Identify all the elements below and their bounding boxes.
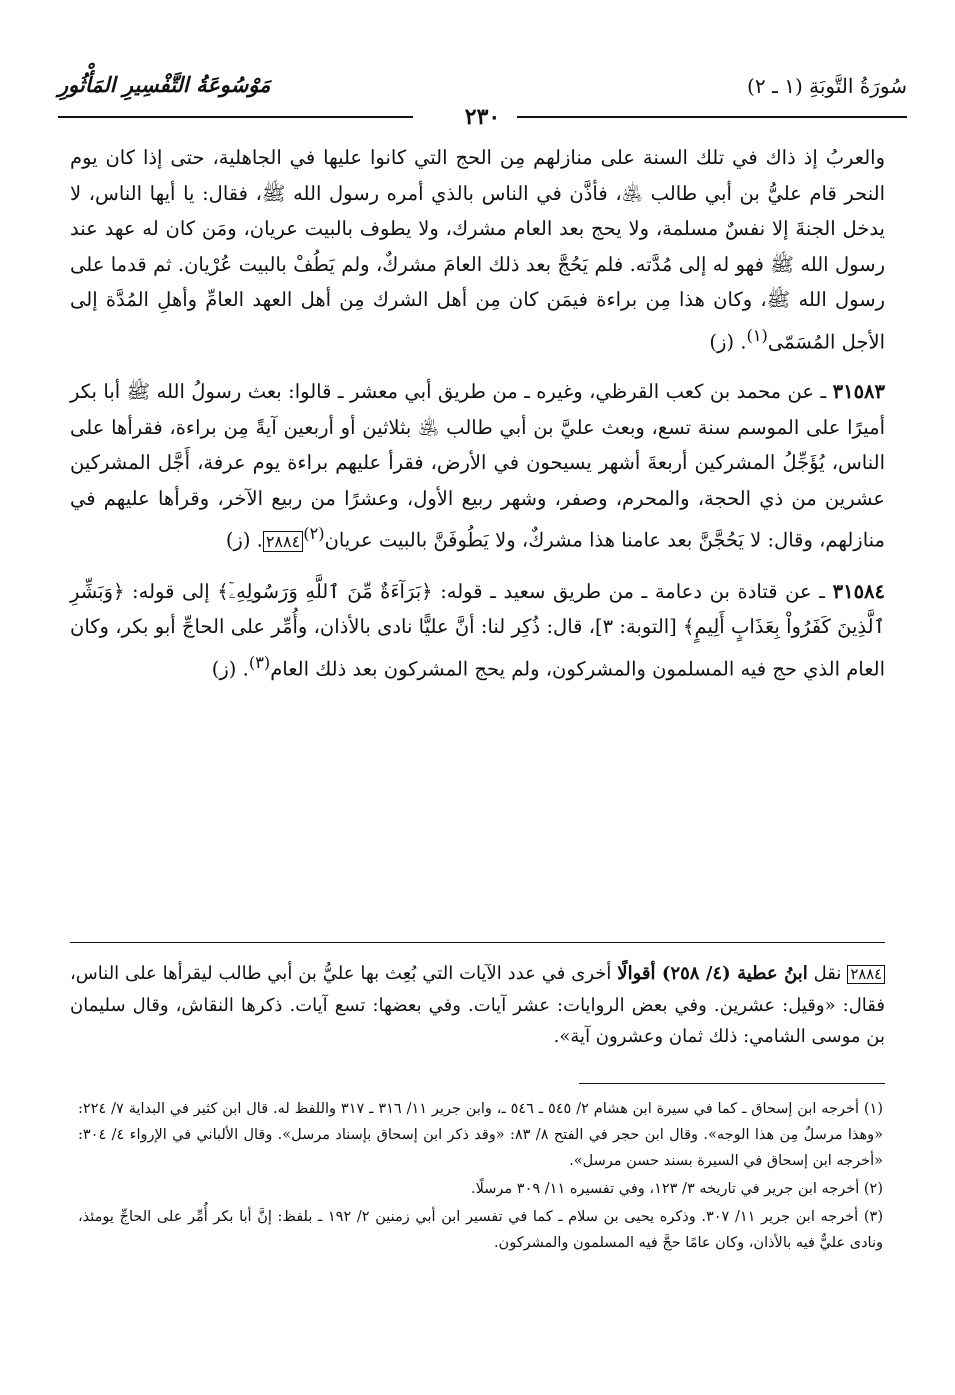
footnote-divider xyxy=(579,1083,885,1084)
footnotes xyxy=(78,1096,883,1258)
narration-number: ٣١٥٨٤ xyxy=(832,579,885,603)
paragraph-1: والعربُ إذ ذاك في تلك السنة على منازلهم مِن الحج التي كانوا عليها في الجاهلية، حتى إذا كان يوم النحر قام عليُّ بن أبي طالب ﵁، فأذَّن في الناس بالذي أمره رسول الله ﷺ، فقال: يا أيها الناس، لا يدخل الجنةَ إلا نفسٌ مسلمة، ولا يحج بعد العام مشرك، ولا يطوف بالبيت عريان، ومَن كان له عهد عند رسول الله ﷺ فهو له إلى مُدَّته. فلم يَحُجَّ بعد ذلك العامَ مشركٌ، ولم يَطُفْ بالبيت عُرْيان. ثم قدما على رسول الله ﷺ، وكان هذا مِن براءة فيمَن كان مِن أهل الشرك مِن أهل العهد العامِّ وأهلِ المُدَّة إلى الأجل المُسَمّى$^{(١)}$. (ز) xyxy=(70,146,885,354)
book-title: مَوْسُوعَةُ التَّفْسِيرِ المَأْثُورِ xyxy=(58,72,271,97)
page-number: ٢٣٠ xyxy=(464,104,501,130)
comment-author: ابنُ عطية (٤/ ٢٥٨) xyxy=(661,963,808,984)
section-divider xyxy=(70,942,885,943)
paragraph-31583: ٣١٥٨٣ ـ عن محمد بن كعب القرظي، وغيره ـ من طريق أبي معشر ـ قالوا: بعث رسولُ الله ﷺ أبا بكر أميرًا على الموسم سنة تسع، وبعث عليَّ بن أبي طالب ﵁ بثلاثين أو أربعين آيةً مِن براءة، فقرأها على الناس، يُؤَجِّلُ المشركين أربعةَ أشهر يسيحون في الأرض، فقرأ عليهم براءة يوم عرفة، أَجَّل المشركين عشرين من ذي الحجة، والمحرم، وصفر، وشهر ربيع الأول، وعشرًا من ربيع الآخر، وقرأها عليهم في منازلهم، وقال: لا يَحُجَّنَّ بعد عامنا هذا مشركٌ، ولا يَطُوفَنَّ بالبيت عريان$^{(٢)}$٢٨٨٤. (ز) xyxy=(70,380,885,552)
footnote-2: (٢) أخرجه ابن جرير في تاريخه ٣/ ١٢٣، وفي تفسيره ١١/ ٣٠٩ مرسلًا. xyxy=(471,1181,883,1197)
footnote-ref-2[interactable]: (٢) xyxy=(303,524,325,544)
comment-number-box: ٢٨٨٤ xyxy=(847,965,885,984)
footnote-1: (١) أخرجه ابن إسحاق ـ كما في سيرة ابن هشام ٢/ ٥٤٥ ـ ٥٤٦ ـ، وابن جرير ١١/ ٣١٦ ـ ٣١٧ واللفظ له. قال ابن كثير في البداية ٧/ ٢٢٤: «وهذا مرسلٌ مِن هذا الوجه». وقال ابن حجر في الفتح ٨/ ٨٣: «وقد ذكر ابن إسحاق بإسناد مرسل». وقال الألباني في الإرواء ٤/ ٣٠٤: «أخرجه ابن إسحاق في السيرة بسند حسن مرسل». xyxy=(78,1101,884,1169)
editor-comment: ٢٨٨٤ نقل ابنُ عطية (٤/ ٢٥٨) أقوالًا أخرى في عدد الآيات التي بُعِث بها عليُّ بن أبي طالب ليقرأها على الناس، فقال: «وقيل: عشرين. وفي بعض الروايات: عشر آيات. وفي بعضها: تسع آيات. ذكرها النقاش، وقال سليمان بن موسى الشامي: ذلك ثمان وعشرون آية». xyxy=(70,963,885,1047)
surah-header: سُورَةُ التَّوبَةِ (١ ـ ٢) xyxy=(747,74,907,98)
running-header xyxy=(58,66,907,130)
main-text xyxy=(70,140,885,701)
footnote-3: (٣) أخرجه ابن جرير ١١/ ٣٠٧. وذكره يحيى بن سلام ـ كما في تفسير ابن أبي زمنين ٢/ ١٩٢ ـ بلفظ: إنَّ أبا بكر أُمِّر على الحاجِّ يومئذ، ونادى عليٌّ فيه بالأذان، وكان عامًا حجَّ فيه المسلمون والمشركون. xyxy=(78,1209,883,1251)
comment-ref-box[interactable]: ٢٨٨٤ xyxy=(263,531,303,552)
footnote-ref-3[interactable]: (٣) xyxy=(248,652,271,672)
footnote-ref-1[interactable]: (١) xyxy=(746,325,768,345)
paragraph-31584: ٣١٥٨٤ ـ عن قتادة بن دعامة ـ من طريق سعيد ـ قوله: ﴿بَرَآءَةٌ مِّنَ ٱللَّهِ وَرَسُولِهِۦٓ﴾ إلى قوله: ﴿وَبَشِّرِ ٱلَّذِينَ كَفَرُواْ بِعَذَابٍ أَلِيمٍ﴾ [التوبة: ٣]، قال: ذُكِر لنا: أنَّ عليًّا نادى بالأذان، وأُمِّر على الحاجِّ أبو بكر، وكان العام الذي حج فيه المسلمون والمشركون، ولم يحج المشركون بعد ذلك العام$^{(٣)}$. (ز) xyxy=(70,579,885,681)
narration-number: ٣١٥٨٣ xyxy=(832,380,885,404)
